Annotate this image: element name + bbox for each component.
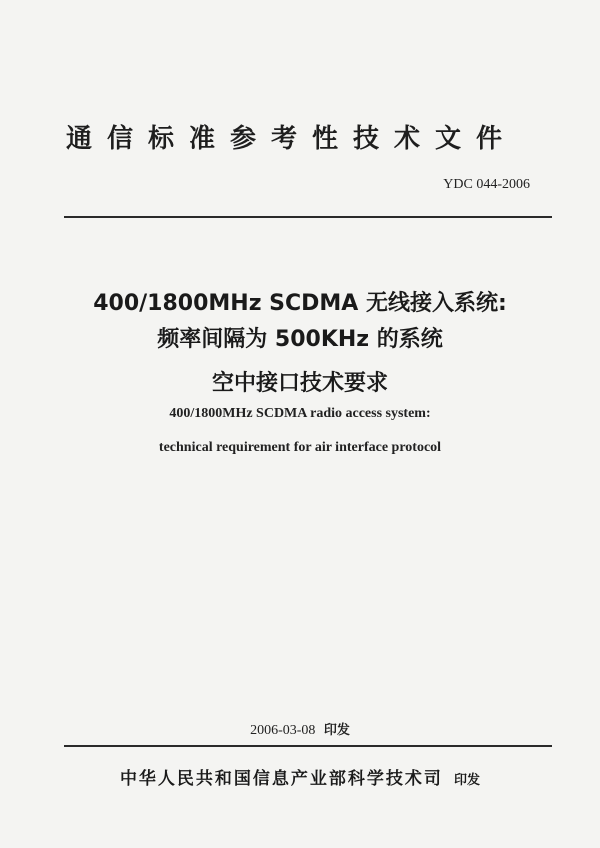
document-number: YDC 044-2006 [443,177,530,192]
issue-date: 2006-03-08 [250,723,316,738]
issue-label: 印发 [323,723,350,738]
title-cn-line1: 400/1800MHz SCDMA 无线接入系统: [93,291,507,316]
bottom-divider [64,745,552,747]
top-divider [64,216,552,218]
title-en-line1: 400/1800MHz SCDMA radio access system: [169,406,431,421]
publisher-issue-label: 印发 [454,773,481,788]
title-cn-line3: 空中接口技术要求 [211,371,388,396]
document-category: 通信标准参考性技术文件 [66,124,518,154]
title-cn-line2: 频率间隔为 500KHz 的系统 [157,327,443,352]
publisher-org: 中华人民共和国信息产业部科学技术司 [119,769,443,789]
title-en-line2: technical requirement for air interface protocol [158,440,442,455]
publisher-line [0,764,600,789]
issue-date-line [0,719,600,739]
